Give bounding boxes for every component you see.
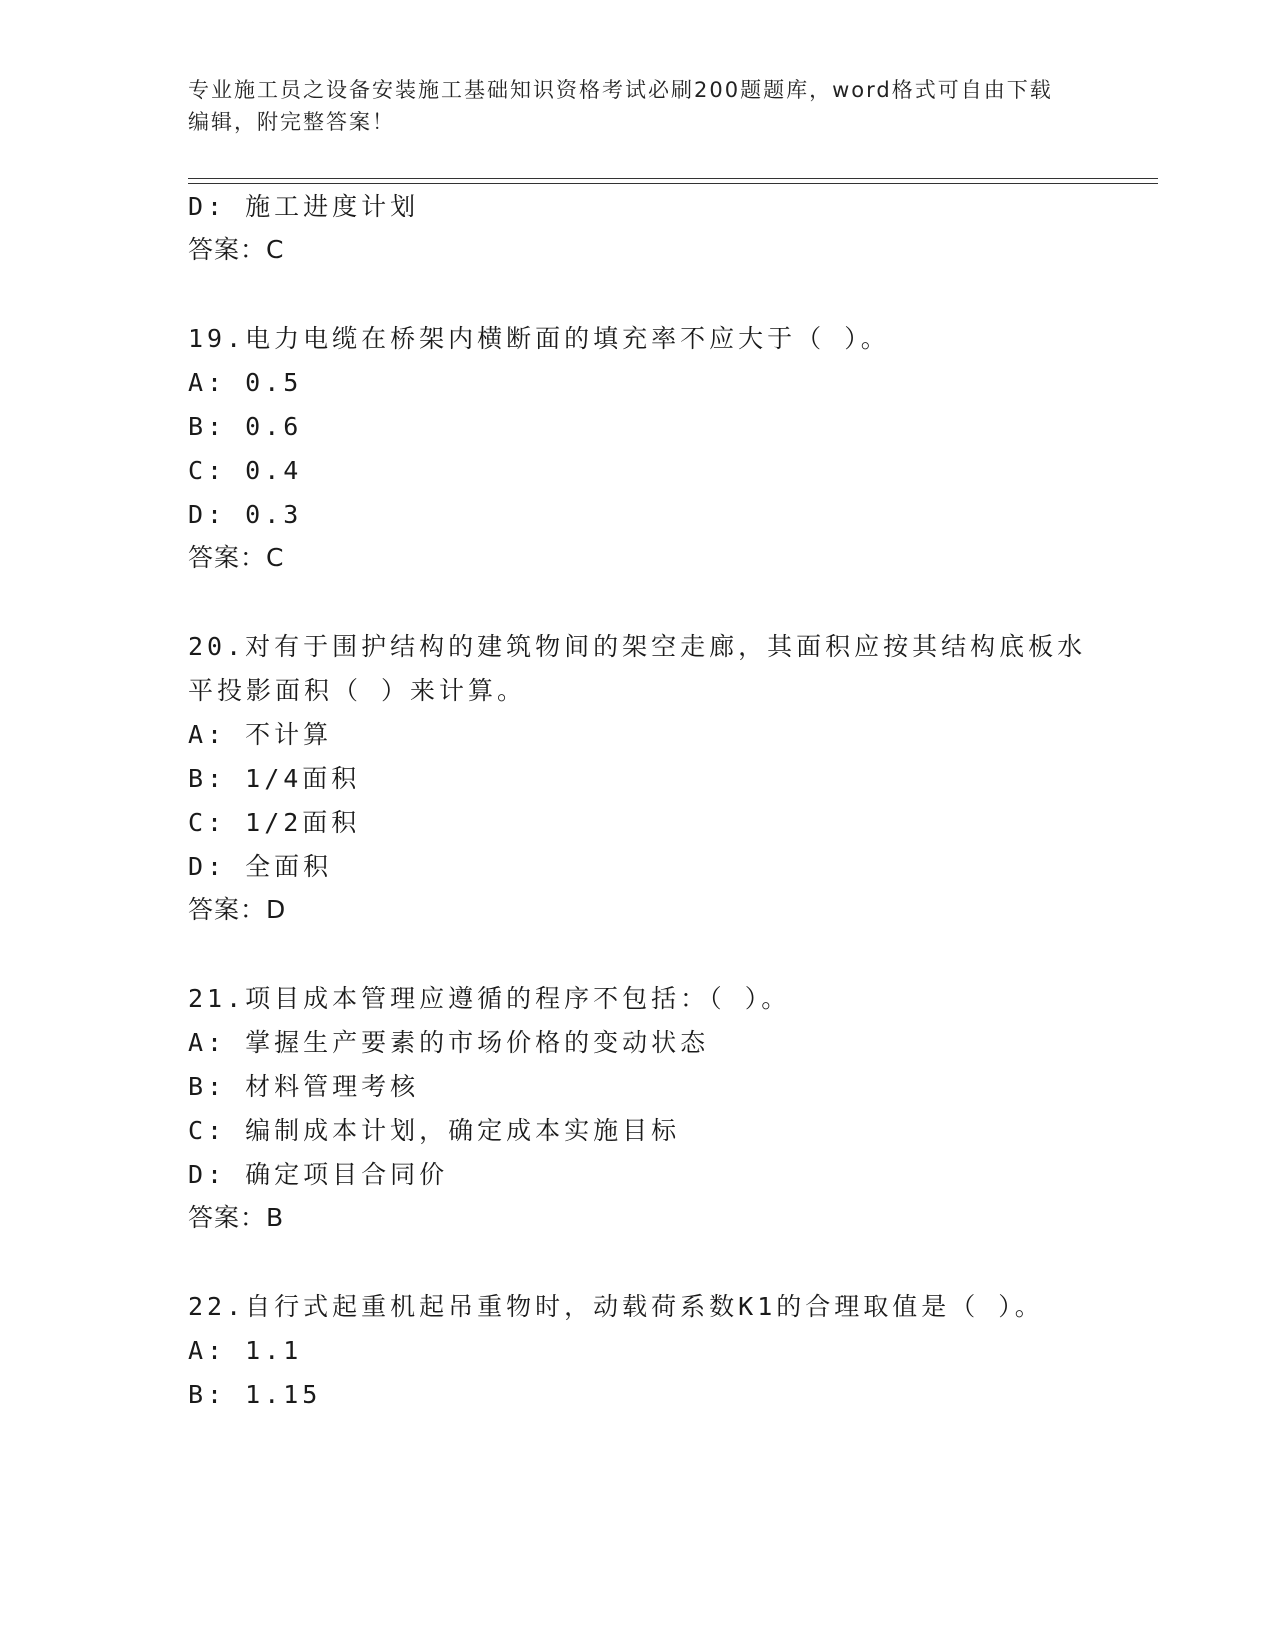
question-20-answer: 答案：D bbox=[188, 895, 287, 924]
question-21-answer: 答案：B bbox=[188, 1203, 285, 1232]
header-divider-top bbox=[188, 178, 1158, 179]
question-19-option-b: B: 0.6 bbox=[188, 412, 303, 441]
question-21-stem: 21.项目成本管理应遵循的程序不包括：（ ）。 bbox=[188, 984, 791, 1013]
question-20-option-d: D: 全面积 bbox=[188, 852, 333, 881]
question-21-option-d: D: 确定项目合同价 bbox=[188, 1160, 449, 1189]
question-20-option-b: B: 1/4面积 bbox=[188, 764, 361, 793]
prev-question-option-d: D: 施工进度计划 bbox=[188, 192, 420, 221]
question-20-stem-line-2: 平投影面积（ ）来计算。 bbox=[188, 676, 527, 705]
document-header bbox=[188, 74, 1068, 138]
question-21-option-c: C: 编制成本计划，确定成本实施目标 bbox=[188, 1116, 681, 1145]
header-divider-bottom bbox=[188, 183, 1158, 184]
question-21-option-a: A: 掌握生产要素的市场价格的变动状态 bbox=[188, 1028, 710, 1057]
question-19-option-d: D: 0.3 bbox=[188, 500, 303, 529]
prev-question-answer: 答案：C bbox=[188, 235, 285, 264]
header-intro-text: 专业施工员之设备安装施工基础知识资格考试必刷200题题库，word格式可自由下载编辑，附完整答案！ bbox=[188, 78, 1053, 134]
question-22-option-a: A: 1.1 bbox=[188, 1336, 303, 1365]
question-19-option-c: C: 0.4 bbox=[188, 456, 303, 485]
question-20-option-a: A: 不计算 bbox=[188, 720, 333, 749]
question-21-option-b: B: 材料管理考核 bbox=[188, 1072, 420, 1101]
question-20-stem-line-1: 20.对有于围护结构的建筑物间的架空走廊，其面积应按其结构底板水 bbox=[188, 632, 1087, 661]
question-19-stem: 19.电力电缆在桥架内横断面的填充率不应大于（ ）。 bbox=[188, 324, 890, 353]
question-22-option-b: B: 1.15 bbox=[188, 1380, 322, 1409]
question-22-stem: 22.自行式起重机起吊重物时，动载荷系数K1的合理取值是（ ）。 bbox=[188, 1292, 1044, 1321]
question-20-option-c: C: 1/2面积 bbox=[188, 808, 361, 837]
question-19-option-a: A: 0.5 bbox=[188, 368, 303, 397]
question-19-answer: 答案：C bbox=[188, 543, 285, 572]
